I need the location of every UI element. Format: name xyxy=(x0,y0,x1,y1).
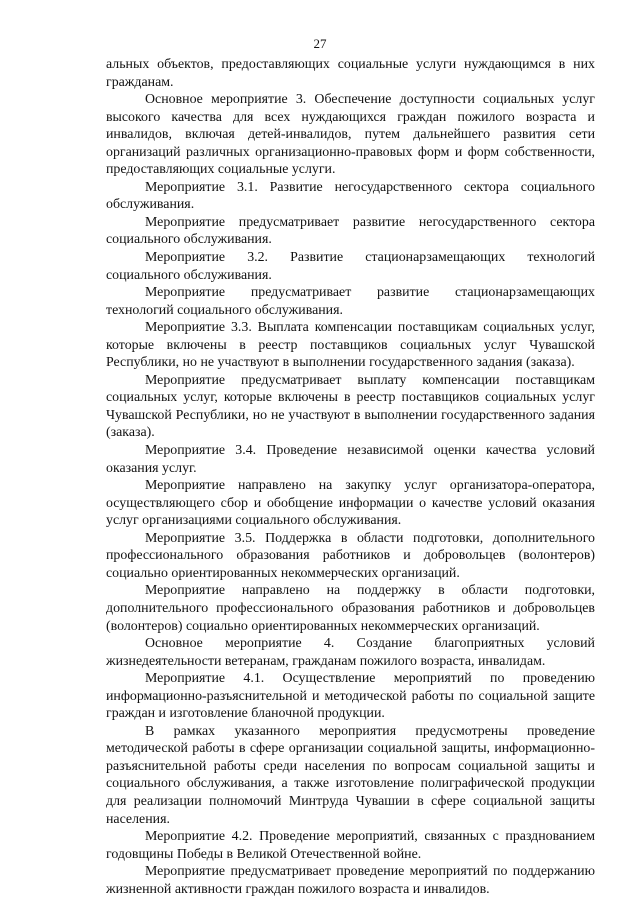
paragraph-continuation: альных объектов, предоставляющих социальные услуги нуждающимся в них гражданам. xyxy=(106,57,595,90)
paragraph-activity-4-1: Мероприятие 4.1. Осуществление мероприятий по проведению информационно-разъяснительной и методической работы по социальной защите граждан и изготовление бланочной продукции. xyxy=(106,671,595,722)
paragraph-activity-3-5: Мероприятие 3.5. Поддержка в области подготовки, дополнительного профессионального образования работников и добровольцев (волонтеров) социально ориентированных некоммерческих организаций. xyxy=(106,530,595,581)
paragraph-activity-3-2-description: Мероприятие предусматривает развитие стационарзамещающих технологий социального обслуживания. xyxy=(106,285,595,318)
paragraph-activity-3-5-description: Мероприятие направлено на поддержку в области подготовки, дополнительного профессионального образования работников и добровольцев (волонтеров) социально ориентированных некоммерческих организаций. xyxy=(106,583,595,634)
paragraph-activity-4-2-description: Мероприятие предусматривает проведение мероприятий по поддержанию жизненной активности граждан пожилого возраста и инвалидов. xyxy=(106,864,595,897)
document-body xyxy=(106,56,595,898)
paragraph-activity-3-1-description: Мероприятие предусматривает развитие негосударственного сектора социального обслуживания. xyxy=(106,214,595,248)
paragraph-main-activity-3: Основное мероприятие 3. Обеспечение доступности социальных услуг высокого качества для всех нуждающихся граждан пожилого возраста и инвалидов, включая детей-инвалидов, путем дальнейшего развития сети организаций различных организационно-правовых форм и форм собственности, предоставляющих социальные услуги. xyxy=(106,92,595,178)
paragraph-activity-4-1-description: В рамках указанного мероприятия предусмотрены проведение методической работы в сфере организации социальной защиты, информационно-разъяснительной работы среди населения по вопросам социальной защиты и социального обслуживания, а также изготовление полиграфической продукции для реализации полномочий Минтруда Чувашии в сфере социальной защиты населения. xyxy=(106,723,595,827)
paragraph-activity-3-2: Мероприятие 3.2. Развитие стационарзамещающих технологий социального обслуживания. xyxy=(106,250,595,283)
paragraph-activity-3-4-description: Мероприятие направлено на закупку услуг организатора-оператора, осуществляющего сбор и обобщение информации о качестве условий оказания услуг организациями социального обслуживания. xyxy=(106,478,595,529)
paragraph-activity-3-4: Мероприятие 3.4. Проведение независимой оценки качества условий оказания услуг. xyxy=(106,443,595,476)
paragraph-activity-3-1: Мероприятие 3.1. Развитие негосударственного сектора социального обслуживания. xyxy=(106,179,595,213)
paragraph-main-activity-4: Основное мероприятие 4. Создание благоприятных условий жизнедеятельности ветеранам, гражданам пожилого возраста, инвалидам. xyxy=(106,636,595,669)
paragraph-activity-3-3-description: Мероприятие предусматривает выплату компенсации поставщикам социальных услуг, которые включены в реестр поставщиков социальных услуг Чувашской Республики, но не участвуют в выполнении государственного задания (заказа). xyxy=(106,372,595,441)
paragraph-activity-4-2: Мероприятие 4.2. Проведение мероприятий, связанных с празднованием годовщины Победы в Великой Отечественной войне. xyxy=(106,829,595,862)
page-number: 27 xyxy=(313,36,327,51)
paragraph-activity-3-3: Мероприятие 3.3. Выплата компенсации поставщикам социальных услуг, которые включены в реестр поставщиков социальных услуг Чувашской Республики, но не участвуют в выполнении государственного задания (заказа). xyxy=(106,320,595,371)
